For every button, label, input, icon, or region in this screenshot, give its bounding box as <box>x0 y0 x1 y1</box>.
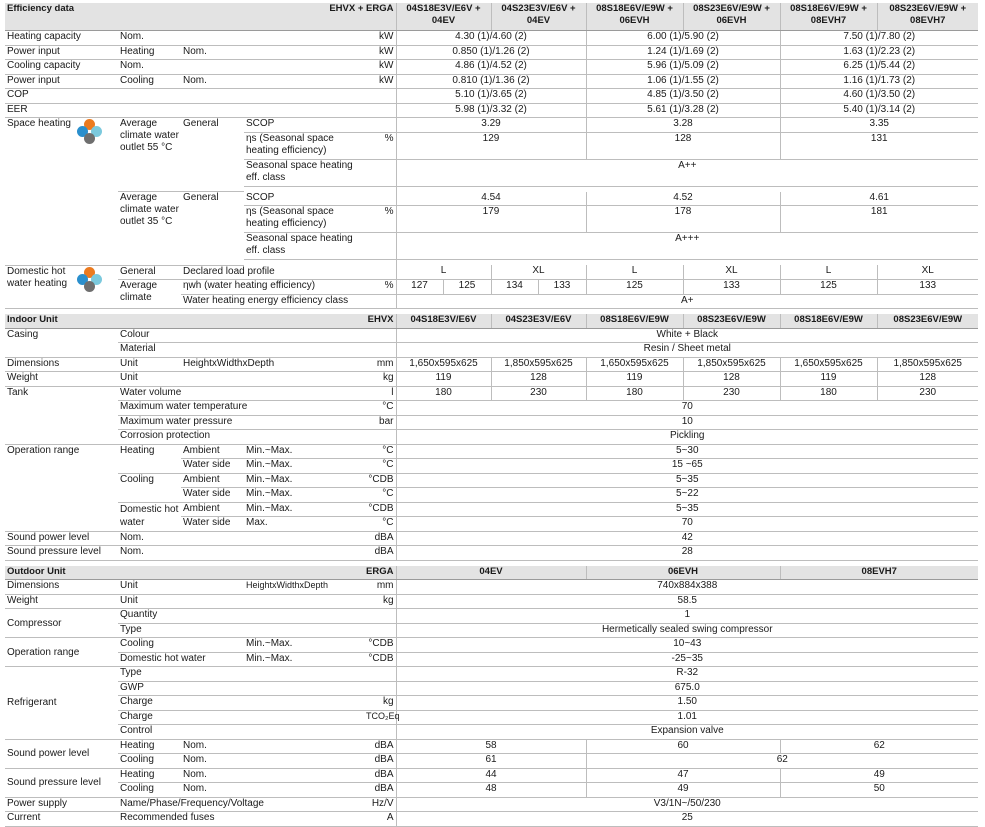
row-sub: Domestic hot water <box>118 502 181 531</box>
model-header: 08S23E6V/E9W + 08EVH7 <box>877 3 978 31</box>
model-header: 04S18E3V/E6V <box>396 314 491 328</box>
general-label: General <box>181 118 244 192</box>
value-cell: 1,650x595x625 <box>396 357 491 372</box>
row-sub: Domestic hot water <box>118 652 244 667</box>
row-unit: kg <box>364 594 396 609</box>
row-unit: dBA <box>364 739 396 754</box>
row-unit: °CDB <box>364 652 396 667</box>
value-cell: 5.96 (1)/5.09 (2) <box>586 60 780 75</box>
general-label: General <box>118 265 181 280</box>
row-sub: Nom. <box>118 60 364 75</box>
outdoor-weight-row <box>5 594 978 609</box>
row-unit: °CDB <box>364 473 396 488</box>
value-cell: Hermetically sealed swing compressor <box>396 623 978 638</box>
value-cell: 129 <box>396 132 586 159</box>
row-sub: Colour <box>118 328 364 343</box>
row-unit: % <box>364 132 396 159</box>
heat-pump-icon <box>77 119 103 145</box>
value-cell: V3/1N~/50/230 <box>396 797 978 812</box>
row-sub: Heating <box>118 45 181 60</box>
model-header: 08S23E6V/E9W <box>683 314 780 328</box>
row-sub: GWP <box>118 681 364 696</box>
value-cell: L <box>586 265 683 280</box>
row-sub: Water volume <box>118 386 364 401</box>
profile-label: Declared load profile <box>181 265 396 280</box>
class-label: Seasonal space heating eff. class <box>244 233 364 260</box>
value-cell: 119 <box>586 372 683 387</box>
value-cell: 1,850x595x625 <box>683 357 780 372</box>
outdoor-op-cool-row <box>5 638 978 653</box>
value-cell: 119 <box>780 372 877 387</box>
row-unit: °C <box>364 401 396 416</box>
tank-corrosion-row <box>5 430 978 445</box>
max-label: Max. <box>244 517 364 532</box>
row-label: Sound pressure level <box>5 546 118 561</box>
value-cell: 180 <box>586 386 683 401</box>
indoor-system: EHVX <box>244 314 396 328</box>
ambient-label: Ambient <box>181 444 244 459</box>
space-heating-55-scop-row <box>5 118 978 133</box>
value-cell: 5~30 <box>396 444 978 459</box>
row-sub: Nom. <box>118 31 364 46</box>
row-sub: Cooling <box>118 638 244 653</box>
model-header: 08S18E6V/E9W + 06EVH <box>586 3 683 31</box>
ns-label: ηs (Seasonal space heating efficiency) <box>244 206 364 233</box>
value-cell: 4.86 (1)/4.52 (2) <box>396 60 586 75</box>
casing-colour-row <box>5 328 978 343</box>
outdoor-sound-pressure-heating-row <box>5 768 978 783</box>
value-cell: 1.06 (1)/1.55 (2) <box>586 74 780 89</box>
minmax-label: Min.~Max. <box>244 444 364 459</box>
value-cell: 0.850 (1)/1.26 (2) <box>396 45 586 60</box>
dhw-label: Domestic hot water heating <box>7 265 68 289</box>
value-cell: 1.16 (1)/1.73 (2) <box>780 74 978 89</box>
value-cell: 180 <box>396 386 491 401</box>
row-sub: Nom. <box>118 546 364 561</box>
nom-label: Nom. <box>181 783 364 798</box>
outdoor-sound-power-cooling-row <box>5 754 978 769</box>
tank-max-pressure-row <box>5 415 978 430</box>
row-unit: °C <box>364 459 396 474</box>
row-unit: dBA <box>364 768 396 783</box>
compressor-qty-row <box>5 609 978 624</box>
model-header: 04S18E3V/E6V + 04EV <box>396 3 491 31</box>
refrigerant-gwp-row <box>5 681 978 696</box>
row-sub: Heating <box>118 768 181 783</box>
row-sub: Material <box>118 343 364 358</box>
value-cell: 3.35 <box>780 118 978 133</box>
ambient-label: Ambient <box>181 473 244 488</box>
value-cell: 180 <box>780 386 877 401</box>
row-label: COP <box>5 89 396 104</box>
heat-pump-icon <box>77 267 103 293</box>
current-row <box>5 812 978 827</box>
row-sub: Name/Phase/Frequency/Voltage <box>118 797 364 812</box>
indoor-weight-row <box>5 372 978 387</box>
avg-climate-label: Average climate <box>118 280 181 309</box>
water-side-label: Water side <box>181 517 244 532</box>
ambient-label: Ambient <box>181 502 244 517</box>
outdoor-header <box>5 566 978 580</box>
row-unit: dBA <box>364 783 396 798</box>
value-cell: 5.40 (1)/3.14 (2) <box>780 103 978 118</box>
value-cell: 62 <box>586 754 978 769</box>
value-cell: 1 <box>396 609 978 624</box>
value-cell: 28 <box>396 546 978 561</box>
class-label: Water heating energy efficiency class <box>181 294 396 309</box>
value-cell: 1,650x595x625 <box>780 357 877 372</box>
row-sub2: HeightxWidthxDepth <box>244 580 364 595</box>
minmax-label: Min.~Max. <box>244 488 364 503</box>
value-cell: 10 <box>396 415 978 430</box>
value-cell: 181 <box>780 206 978 233</box>
indoor-sound-pressure-row <box>5 546 978 561</box>
value-cell: A+ <box>396 294 978 309</box>
row-unit: dBA <box>364 546 396 561</box>
value-cell: 128 <box>586 132 780 159</box>
row-label: Power input <box>5 45 118 60</box>
dhw-nwh-row <box>5 280 978 295</box>
row-unit: °CDB <box>364 638 396 653</box>
outdoor-system: ERGA <box>244 566 396 580</box>
outdoor-title: Outdoor Unit <box>5 566 244 580</box>
value-cell: 128 <box>491 372 586 387</box>
compressor-type-row <box>5 623 978 638</box>
row-label: Tank <box>5 386 118 444</box>
value-cell: 61 <box>396 754 586 769</box>
row-sub: Cooling <box>118 473 181 502</box>
value-cell: XL <box>683 265 780 280</box>
value-cell: 4.30 (1)/4.60 (2) <box>396 31 586 46</box>
value-cell: Expansion valve <box>396 725 978 740</box>
value-cell: 44 <box>396 768 586 783</box>
row-sub2: Nom. <box>181 74 364 89</box>
row-unit: % <box>364 280 396 295</box>
model-header: 08S23E6V/E9W <box>877 314 978 328</box>
row-sub: Unit <box>118 357 181 372</box>
value-cell: 4.54 <box>396 192 586 206</box>
scop-label: SCOP <box>244 118 364 133</box>
tank-volume-row <box>5 386 978 401</box>
row-sub: Nom. <box>118 531 364 546</box>
row-label: Dimensions <box>5 357 118 372</box>
value-cell: 47 <box>586 768 780 783</box>
row-label: Sound power level <box>5 531 118 546</box>
value-cell: 740x884x388 <box>396 580 978 595</box>
value-cell: 230 <box>877 386 978 401</box>
value-cell: 42 <box>396 531 978 546</box>
row-sub: Charge <box>118 710 364 725</box>
value-cell: 1,850x595x625 <box>491 357 586 372</box>
value-cell: 49 <box>586 783 780 798</box>
power-input-heating-row <box>5 45 978 60</box>
row-unit: A <box>364 812 396 827</box>
value-cell: 58 <box>396 739 586 754</box>
indoor-dimensions-row <box>5 357 978 372</box>
value-cell: 4.85 (1)/3.50 (2) <box>586 89 780 104</box>
refrigerant-type-row <box>5 667 978 682</box>
eer-row <box>5 103 978 118</box>
row-sub: Unit <box>118 372 364 387</box>
value-cell: 6.00 (1)/5.90 (2) <box>586 31 780 46</box>
value-cell: 1.63 (1)/2.23 (2) <box>780 45 978 60</box>
row-unit: Hz/V <box>364 797 396 812</box>
general-label: General <box>181 192 244 266</box>
row-unit: kW <box>364 60 396 75</box>
value-cell: 230 <box>683 386 780 401</box>
value-cell: A+++ <box>396 233 978 260</box>
row-sub: Type <box>118 623 364 638</box>
model-header: 08S18E6V/E9W <box>586 314 683 328</box>
value-cell: A++ <box>396 159 978 186</box>
value-cell: 25 <box>396 812 978 827</box>
row-unit: bar <box>364 415 396 430</box>
row-unit: dBA <box>364 754 396 769</box>
model-header: 08S18E6V/E9W <box>780 314 877 328</box>
value-cell: White + Black <box>396 328 978 343</box>
row-unit: °C <box>364 517 396 532</box>
model-header: 04S23E3V/E6V <box>491 314 586 328</box>
value-cell: 1.24 (1)/1.69 (2) <box>586 45 780 60</box>
minmax-label: Min.~Max. <box>244 652 364 667</box>
minmax-label: Min.~Max. <box>244 502 364 517</box>
value-cell: 3.29 <box>396 118 586 133</box>
value-cell: 1.50 <box>396 696 978 711</box>
value-cell: 7.50 (1)/7.80 (2) <box>780 31 978 46</box>
row-label: Operation range <box>5 444 118 531</box>
value-cell: 127 <box>396 280 443 295</box>
row-sub: Corrosion protection <box>118 430 364 445</box>
value-cell: 70 <box>396 517 978 532</box>
value-cell: 178 <box>586 206 780 233</box>
scop-label: SCOP <box>244 192 364 206</box>
row-label: Weight <box>5 594 118 609</box>
dhw-profile-row <box>5 265 978 280</box>
value-cell: 5~35 <box>396 473 978 488</box>
row-unit: mm <box>364 580 396 595</box>
value-cell: R-32 <box>396 667 978 682</box>
value-cell: XL <box>491 265 586 280</box>
value-cell: 4.52 <box>586 192 780 206</box>
spec-table <box>5 3 978 827</box>
climate-label: Average climate water outlet 35 °C <box>118 192 181 266</box>
row-label: Power input <box>5 74 118 89</box>
row-sub: Maximum water temperature <box>118 401 364 416</box>
power-input-cooling-row <box>5 74 978 89</box>
class-label: Seasonal space heating eff. class <box>244 159 364 186</box>
value-cell: 134 <box>491 280 538 295</box>
nwh-label: ηwh (water heating efficiency) <box>181 280 364 295</box>
row-unit: kg <box>364 696 396 711</box>
row-label: Sound power level <box>5 739 118 768</box>
cop-row <box>5 89 978 104</box>
row-sub: Cooling <box>118 754 181 769</box>
value-cell: 133 <box>538 280 586 295</box>
row-label: EER <box>5 103 396 118</box>
row-unit: l <box>364 386 396 401</box>
heating-capacity-row <box>5 31 978 46</box>
row-unit: kW <box>364 45 396 60</box>
nom-label: Nom. <box>181 754 364 769</box>
indoor-title: Indoor Unit <box>5 314 244 328</box>
value-cell: 6.25 (1)/5.44 (2) <box>780 60 978 75</box>
row-label: Current <box>5 812 118 827</box>
outdoor-sound-pressure-cooling-row <box>5 783 978 798</box>
value-cell: 125 <box>586 280 683 295</box>
efficiency-system: EHVX + ERGA <box>244 3 396 31</box>
refrigerant-charge-co2-row <box>5 710 978 725</box>
value-cell: 125 <box>780 280 877 295</box>
value-cell: 70 <box>396 401 978 416</box>
row-label: Heating capacity <box>5 31 118 46</box>
row-unit: °CDB <box>364 502 396 517</box>
climate-label: Average climate water outlet 55 °C <box>118 118 181 192</box>
value-cell: 1.01 <box>396 710 978 725</box>
value-cell: L <box>780 265 877 280</box>
row-sub: Heating <box>118 444 181 473</box>
value-cell: 179 <box>396 206 586 233</box>
row-sub: Quantity <box>118 609 364 624</box>
op-cool-amb-row <box>5 473 978 488</box>
nom-label: Nom. <box>181 768 364 783</box>
row-label: Operation range <box>5 638 118 667</box>
value-cell: 675.0 <box>396 681 978 696</box>
row-sub: Charge <box>118 696 364 711</box>
value-cell: XL <box>877 265 978 280</box>
water-side-label: Water side <box>181 488 244 503</box>
row-unit: dBA <box>364 531 396 546</box>
indoor-header <box>5 314 978 328</box>
outdoor-dimensions-row <box>5 580 978 595</box>
space-heating-label-cell <box>5 118 118 266</box>
value-cell: 62 <box>780 739 978 754</box>
space-heating-35-scop-row <box>5 192 978 206</box>
value-cell: 230 <box>491 386 586 401</box>
tank-max-temp-row <box>5 401 978 416</box>
row-unit: °C <box>364 444 396 459</box>
model-header: 06EVH <box>586 566 780 580</box>
casing-material-row <box>5 343 978 358</box>
row-sub: Recommended fuses <box>118 812 364 827</box>
efficiency-title: Efficiency data <box>5 3 244 31</box>
value-cell: 119 <box>396 372 491 387</box>
row-sub: Type <box>118 667 364 682</box>
model-header: 04S23E3V/E6V + 04EV <box>491 3 586 31</box>
value-cell: 5.98 (1)/3.32 (2) <box>396 103 586 118</box>
value-cell: -25~35 <box>396 652 978 667</box>
value-cell: 3.28 <box>586 118 780 133</box>
row-label: Compressor <box>5 609 118 638</box>
row-sub: Maximum water pressure <box>118 415 364 430</box>
op-dhw-amb-row <box>5 502 978 517</box>
row-unit: kW <box>364 74 396 89</box>
minmax-label: Min.~Max. <box>244 459 364 474</box>
op-heat-amb-row <box>5 444 978 459</box>
ns-label: ηs (Seasonal space heating efficiency) <box>244 132 364 159</box>
row-unit: °C <box>364 488 396 503</box>
minmax-label: Min.~Max. <box>244 638 364 653</box>
row-unit: mm <box>364 357 396 372</box>
row-unit: kg <box>364 372 396 387</box>
row-label: Power supply <box>5 797 118 812</box>
value-cell: 133 <box>683 280 780 295</box>
row-label: Refrigerant <box>5 667 118 740</box>
value-cell: 5~22 <box>396 488 978 503</box>
value-cell: 0.810 (1)/1.36 (2) <box>396 74 586 89</box>
outdoor-sound-power-heating-row <box>5 739 978 754</box>
power-supply-row <box>5 797 978 812</box>
value-cell: 50 <box>780 783 978 798</box>
row-sub: Unit <box>118 580 244 595</box>
row-unit: % <box>364 206 396 233</box>
value-cell: 1,850x595x625 <box>877 357 978 372</box>
model-header: 08EVH7 <box>780 566 978 580</box>
value-cell: 48 <box>396 783 586 798</box>
value-cell: 5~35 <box>396 502 978 517</box>
model-header: 08S18E6V/E9W + 08EVH7 <box>780 3 877 31</box>
refrigerant-charge-kg-row <box>5 696 978 711</box>
value-cell: 60 <box>586 739 780 754</box>
value-cell: 133 <box>877 280 978 295</box>
value-cell: 4.61 <box>780 192 978 206</box>
row-label: Casing <box>5 328 118 357</box>
row-label: Sound pressure level <box>5 768 118 797</box>
row-label: Cooling capacity <box>5 60 118 75</box>
water-side-label: Water side <box>181 459 244 474</box>
model-header: 08S23E6V/E9W + 06EVH <box>683 3 780 31</box>
cooling-capacity-row <box>5 60 978 75</box>
minmax-label: Min.~Max. <box>244 473 364 488</box>
nom-label: Nom. <box>181 739 364 754</box>
value-cell: 131 <box>780 132 978 159</box>
value-cell: 125 <box>443 280 491 295</box>
value-cell: 4.60 (1)/3.50 (2) <box>780 89 978 104</box>
value-cell: 128 <box>877 372 978 387</box>
row-sub: Heating <box>118 739 181 754</box>
value-cell: 49 <box>780 768 978 783</box>
row-sub2: Nom. <box>181 45 364 60</box>
value-cell: 15 ~65 <box>396 459 978 474</box>
row-sub: Cooling <box>118 74 181 89</box>
refrigerant-control-row <box>5 725 978 740</box>
value-cell: Resin / Sheet metal <box>396 343 978 358</box>
value-cell: L <box>396 265 491 280</box>
row-sub: Control <box>118 725 364 740</box>
model-header: 04EV <box>396 566 586 580</box>
value-cell: 5.10 (1)/3.65 (2) <box>396 89 586 104</box>
value-cell: 1,650x595x625 <box>586 357 683 372</box>
outdoor-op-dhw-row <box>5 652 978 667</box>
value-cell: 128 <box>683 372 780 387</box>
row-unit: kW <box>364 31 396 46</box>
value-cell: Pickling <box>396 430 978 445</box>
row-unit: TCO₂Eq <box>364 710 396 725</box>
dhw-label-cell <box>5 265 118 309</box>
value-cell: 5.61 (1)/3.28 (2) <box>586 103 780 118</box>
value-cell: 58.5 <box>396 594 978 609</box>
value-cell: 10~43 <box>396 638 978 653</box>
row-sub2: HeightxWidthxDepth <box>181 357 364 372</box>
row-label: Weight <box>5 372 118 387</box>
row-label: Dimensions <box>5 580 118 595</box>
row-sub: Cooling <box>118 783 181 798</box>
space-heating-label: Space heating <box>7 118 71 129</box>
row-sub: Unit <box>118 594 364 609</box>
indoor-sound-power-row <box>5 531 978 546</box>
efficiency-header <box>5 3 978 31</box>
